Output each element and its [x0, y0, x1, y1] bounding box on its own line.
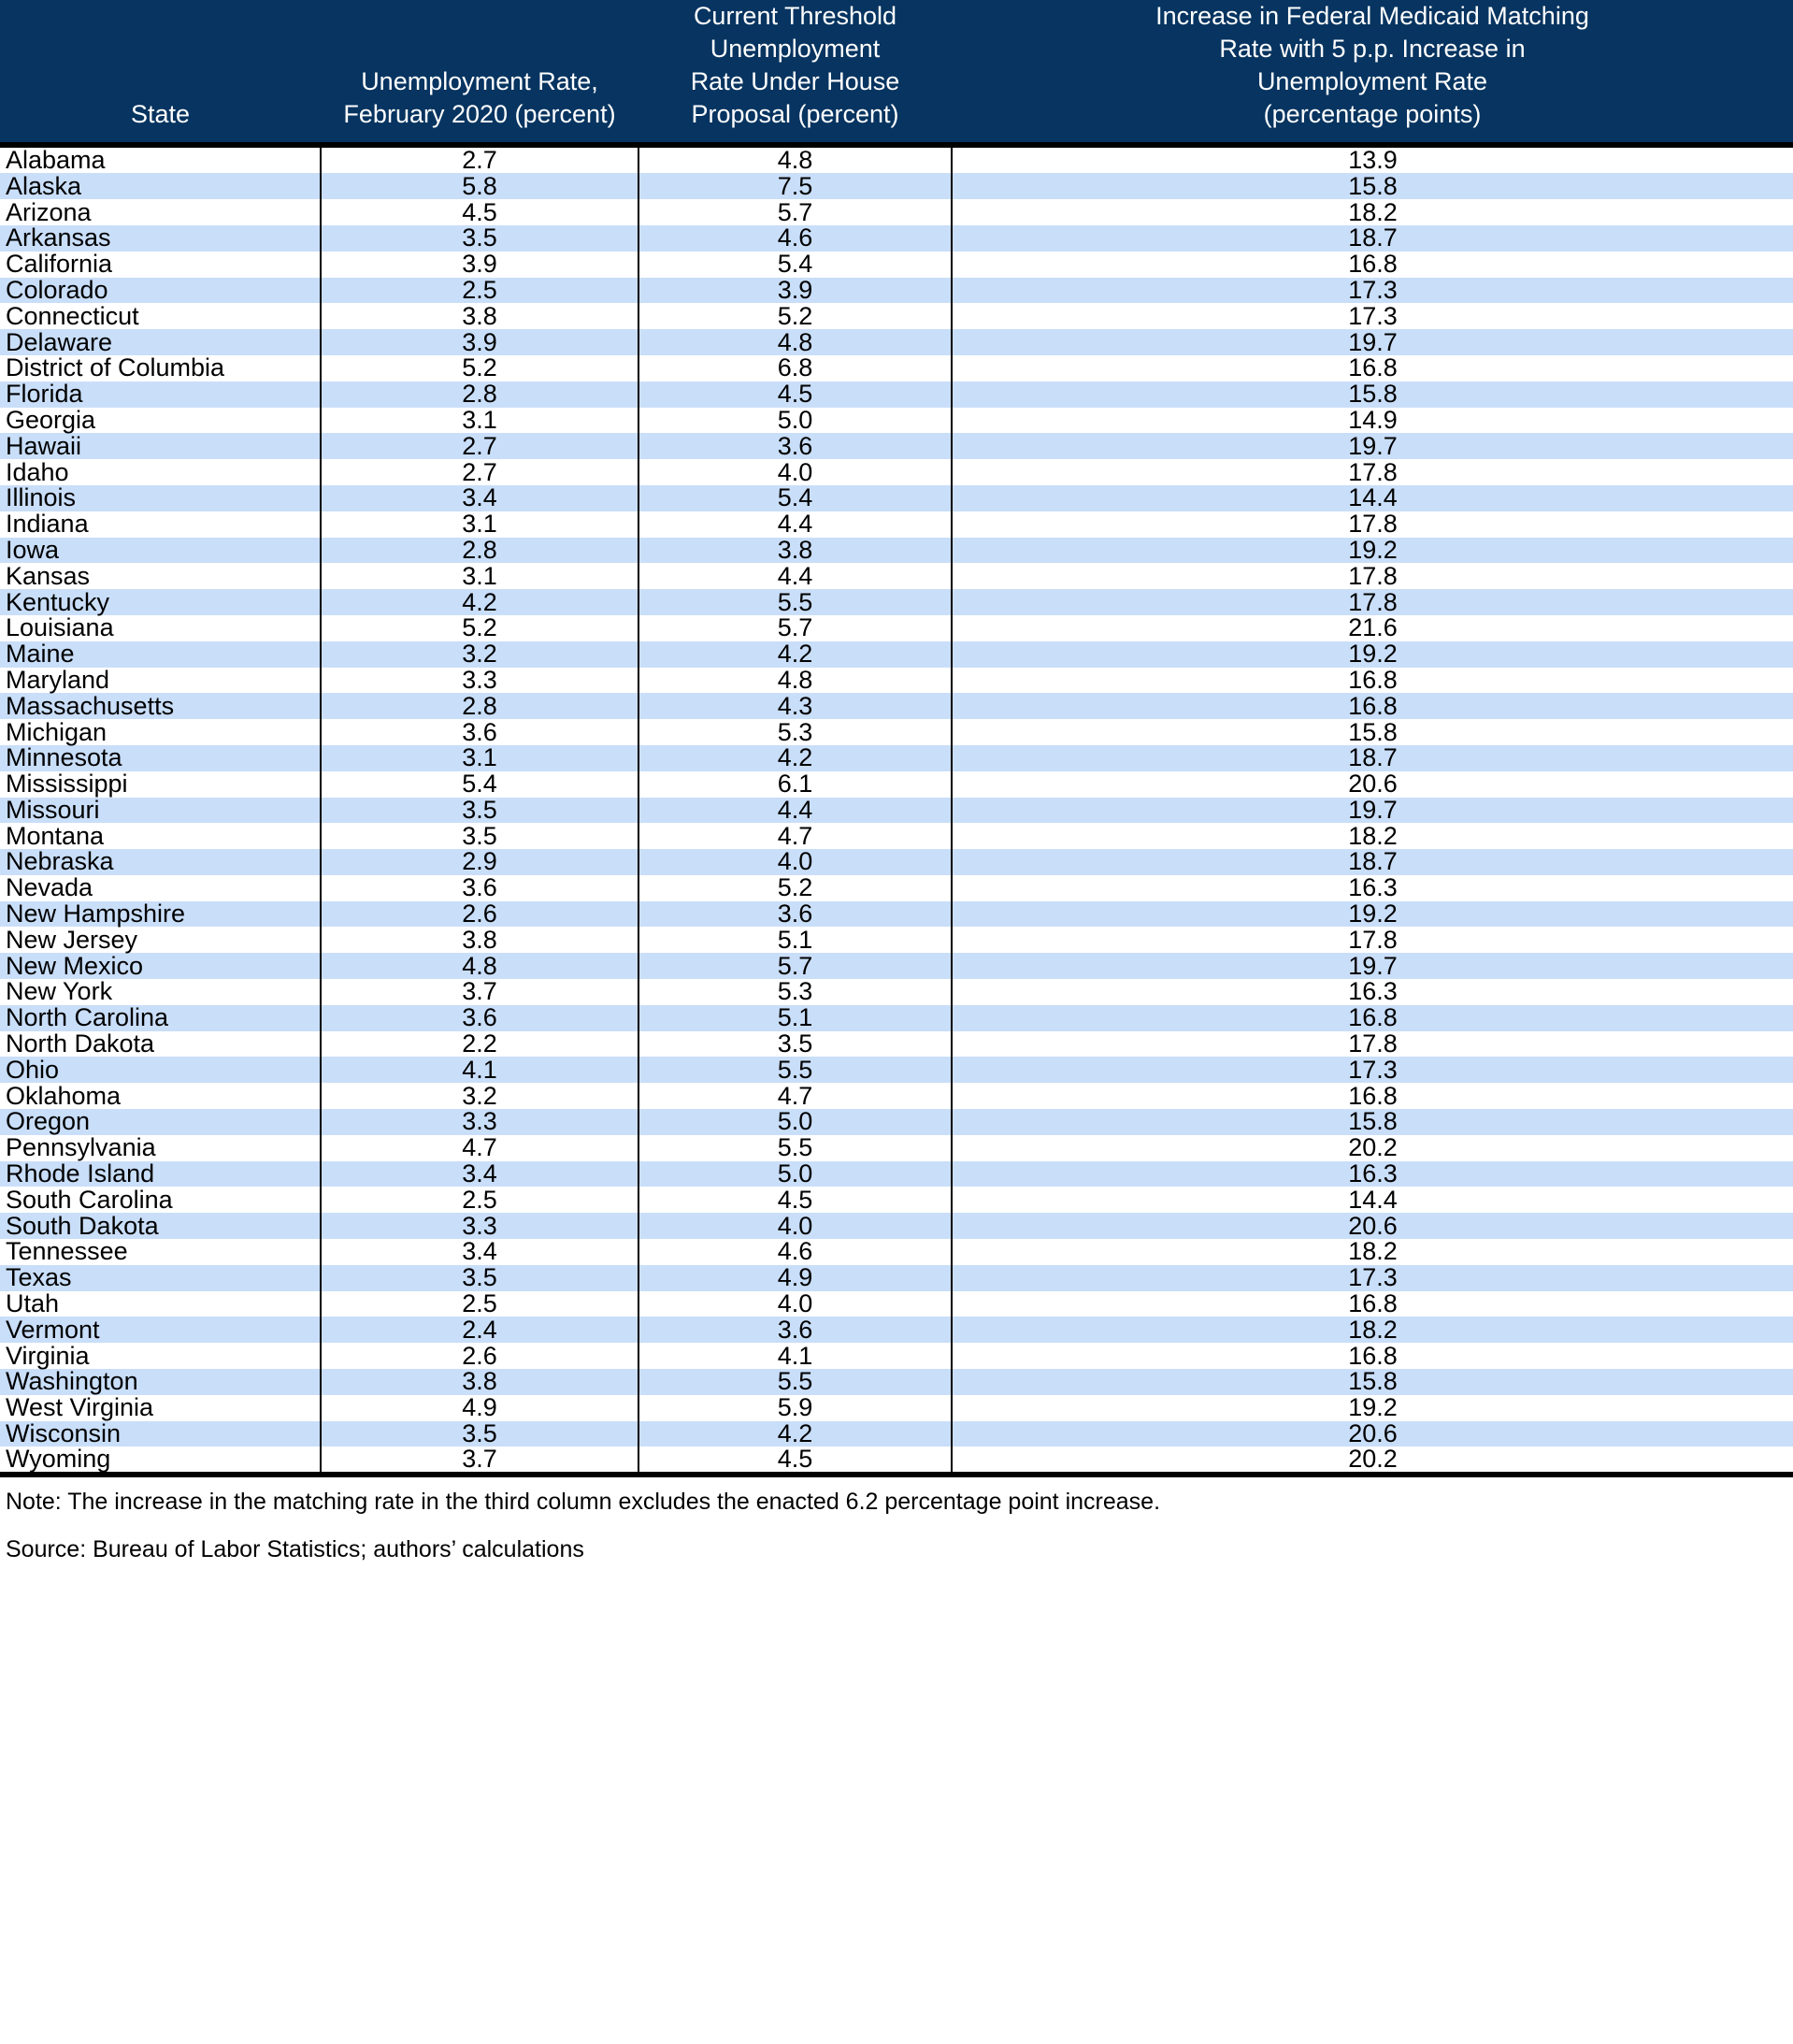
cell-threshold-rate: 4.0 — [638, 849, 952, 875]
cell-unemployment-rate: 5.2 — [321, 355, 638, 381]
table-notes — [0, 1477, 1793, 1562]
cell-state: Arizona — [0, 199, 321, 225]
cell-unemployment-rate: 3.7 — [321, 979, 638, 1005]
cell-threshold-rate: 4.8 — [638, 145, 952, 173]
cell-threshold-rate: 3.8 — [638, 538, 952, 564]
cell-unemployment-rate: 2.8 — [321, 381, 638, 408]
table-row — [0, 433, 1793, 459]
cell-matching-rate-increase: 17.8 — [1348, 510, 1398, 539]
cell-matching-rate-increase: 15.8 — [1348, 717, 1398, 746]
cell-unemployment-rate: 3.1 — [321, 511, 638, 538]
cell-threshold-rate: 5.9 — [638, 1395, 952, 1421]
cell-unemployment-rate: 3.4 — [321, 1161, 638, 1188]
cell-matching-rate-increase: 17.8 — [1348, 1029, 1398, 1058]
table-row — [0, 1447, 1793, 1475]
table-row — [0, 381, 1793, 408]
table-row — [0, 798, 1793, 824]
cell-threshold-rate: 5.4 — [638, 485, 952, 511]
cell-unemployment-rate: 2.6 — [321, 901, 638, 928]
table-row — [0, 1265, 1793, 1291]
cell-threshold-rate: 5.1 — [638, 927, 952, 953]
cell-unemployment-rate: 3.5 — [321, 1421, 638, 1447]
cell-threshold-rate: 5.5 — [638, 589, 952, 615]
table-row — [0, 355, 1793, 381]
cell-state: Nebraska — [0, 849, 321, 875]
source-text: Source: Bureau of Labor Statistics; authors’ calculations — [6, 1536, 584, 1563]
table-row — [0, 979, 1793, 1005]
table-row — [0, 1005, 1793, 1031]
cell-threshold-rate: 4.7 — [638, 823, 952, 849]
cell-unemployment-rate: 2.7 — [321, 145, 638, 173]
cell-matching-rate-increase: 16.8 — [1348, 665, 1398, 694]
cell-state: Kentucky — [0, 589, 321, 615]
cell-matching-rate-increase: 19.7 — [1348, 951, 1398, 980]
cell-unemployment-rate: 5.2 — [321, 615, 638, 641]
table-row — [0, 408, 1793, 434]
table-row — [0, 1395, 1793, 1421]
cell-state: Maine — [0, 641, 321, 668]
table-row — [0, 252, 1793, 278]
cell-state: New Hampshire — [0, 901, 321, 928]
table-row — [0, 849, 1793, 875]
cell-unemployment-rate: 3.6 — [321, 875, 638, 901]
cell-state: Vermont — [0, 1317, 321, 1343]
cell-state: West Virginia — [0, 1395, 321, 1421]
cell-unemployment-rate: 3.4 — [321, 485, 638, 511]
cell-threshold-rate: 4.2 — [638, 745, 952, 771]
cell-state: Illinois — [0, 485, 321, 511]
cell-state: Missouri — [0, 798, 321, 824]
cell-threshold-rate: 4.4 — [638, 511, 952, 538]
cell-state: Delaware — [0, 329, 321, 355]
table-row — [0, 538, 1793, 564]
cell-state: Indiana — [0, 511, 321, 538]
cell-state: North Dakota — [0, 1031, 321, 1058]
cell-state: Minnesota — [0, 745, 321, 771]
table-row — [0, 927, 1793, 953]
cell-unemployment-rate: 3.2 — [321, 1083, 638, 1109]
cell-matching-rate-increase: 19.2 — [1348, 535, 1398, 564]
cell-unemployment-rate: 2.8 — [321, 538, 638, 564]
table-row — [0, 901, 1793, 928]
table-row — [0, 641, 1793, 668]
table-row — [0, 1031, 1793, 1058]
cell-matching-rate-increase: 20.6 — [1348, 1419, 1398, 1448]
table-row — [0, 199, 1793, 225]
cell-unemployment-rate: 3.5 — [321, 798, 638, 824]
cell-matching-rate-increase: 19.7 — [1348, 327, 1398, 356]
cell-threshold-rate: 4.6 — [638, 225, 952, 252]
cell-matching-rate-increase: 18.2 — [1348, 821, 1398, 850]
cell-unemployment-rate: 3.3 — [321, 1109, 638, 1135]
cell-state: Arkansas — [0, 225, 321, 252]
cell-matching-rate-increase: 19.2 — [1348, 900, 1398, 928]
cell-state: Florida — [0, 381, 321, 408]
cell-unemployment-rate: 2.5 — [321, 1291, 638, 1317]
cell-state: Massachusetts — [0, 693, 321, 719]
cell-state: Ohio — [0, 1057, 321, 1083]
table-row — [0, 1239, 1793, 1265]
cell-matching-rate-increase: 18.2 — [1348, 197, 1398, 226]
cell-unemployment-rate: 2.9 — [321, 849, 638, 875]
cell-matching-rate-increase: 14.4 — [1348, 1185, 1398, 1214]
cell-threshold-rate: 5.7 — [638, 199, 952, 225]
cell-unemployment-rate: 4.5 — [321, 199, 638, 225]
table-row — [0, 511, 1793, 538]
cell-threshold-rate: 5.0 — [638, 1161, 952, 1188]
cell-state: Georgia — [0, 408, 321, 434]
cell-threshold-rate: 5.5 — [638, 1057, 952, 1083]
table-row — [0, 1187, 1793, 1213]
cell-matching-rate-increase: 17.3 — [1348, 1263, 1398, 1292]
cell-unemployment-rate: 2.8 — [321, 693, 638, 719]
cell-state: New Mexico — [0, 953, 321, 979]
table-row — [0, 875, 1793, 901]
cell-matching-rate-increase: 18.7 — [1348, 743, 1398, 772]
table-row — [0, 1317, 1793, 1343]
cell-unemployment-rate: 5.4 — [321, 771, 638, 798]
cell-threshold-rate: 3.5 — [638, 1031, 952, 1058]
cell-unemployment-rate: 3.1 — [321, 745, 638, 771]
table-row — [0, 953, 1793, 979]
cell-unemployment-rate: 3.1 — [321, 408, 638, 434]
cell-state: South Dakota — [0, 1213, 321, 1239]
cell-state: Oregon — [0, 1109, 321, 1135]
cell-state: Idaho — [0, 459, 321, 485]
cell-matching-rate-increase: 18.2 — [1348, 1237, 1398, 1266]
cell-state: California — [0, 252, 321, 278]
table-row — [0, 1083, 1793, 1109]
table-row — [0, 1135, 1793, 1161]
column-header-unemployment-rate: Unemployment Rate, February 2020 (percent) — [321, 0, 638, 145]
cell-threshold-rate: 5.5 — [638, 1369, 952, 1395]
cell-matching-rate-increase: 19.2 — [1348, 640, 1398, 669]
cell-matching-rate-increase: 16.8 — [1348, 1341, 1398, 1370]
cell-matching-rate-increase: 20.2 — [952, 1447, 1793, 1475]
cell-matching-rate-increase: 21.6 — [1348, 613, 1398, 642]
cell-state: Kansas — [0, 563, 321, 589]
cell-threshold-rate: 6.1 — [638, 771, 952, 798]
cell-unemployment-rate: 4.2 — [321, 589, 638, 615]
cell-threshold-rate: 5.7 — [638, 615, 952, 641]
cell-matching-rate-increase: 20.2 — [1348, 1133, 1398, 1162]
cell-unemployment-rate: 2.7 — [321, 459, 638, 485]
cell-unemployment-rate: 2.2 — [321, 1031, 638, 1058]
cell-threshold-rate: 5.2 — [638, 875, 952, 901]
cell-threshold-rate: 4.0 — [638, 1291, 952, 1317]
cell-matching-rate-increase: 16.3 — [1348, 977, 1398, 1006]
cell-unemployment-rate: 2.6 — [321, 1343, 638, 1369]
table-row — [0, 668, 1793, 694]
cell-threshold-rate: 5.2 — [638, 303, 952, 329]
table-row — [0, 225, 1793, 252]
cell-matching-rate-increase: 15.8 — [1348, 1367, 1398, 1396]
cell-state: Washington — [0, 1369, 321, 1395]
table-row — [0, 1343, 1793, 1369]
cell-unemployment-rate: 3.8 — [321, 1369, 638, 1395]
table-row — [0, 145, 1793, 173]
table-row — [0, 1109, 1793, 1135]
cell-threshold-rate: 4.1 — [638, 1343, 952, 1369]
table-row — [0, 485, 1793, 511]
table-row — [0, 1291, 1793, 1317]
cell-matching-rate-increase: 16.8 — [1348, 353, 1398, 382]
cell-threshold-rate: 5.0 — [638, 1109, 952, 1135]
cell-unemployment-rate: 3.5 — [321, 823, 638, 849]
table-row — [0, 563, 1793, 589]
cell-matching-rate-increase: 14.9 — [1348, 405, 1398, 434]
cell-state: Utah — [0, 1291, 321, 1317]
cell-threshold-rate: 4.4 — [638, 563, 952, 589]
cell-state: Oklahoma — [0, 1083, 321, 1109]
table-row — [0, 303, 1793, 329]
cell-threshold-rate: 3.6 — [638, 901, 952, 928]
cell-matching-rate-increase: 17.3 — [1348, 275, 1398, 304]
cell-unemployment-rate: 3.3 — [321, 1213, 638, 1239]
cell-unemployment-rate: 3.8 — [321, 927, 638, 953]
cell-unemployment-rate: 3.7 — [321, 1447, 638, 1475]
table-row — [0, 589, 1793, 615]
cell-unemployment-rate: 4.8 — [321, 953, 638, 979]
cell-unemployment-rate: 2.4 — [321, 1317, 638, 1343]
column-header-state: State — [0, 0, 321, 145]
cell-unemployment-rate: 4.7 — [321, 1135, 638, 1161]
cell-matching-rate-increase: 20.6 — [1348, 770, 1398, 799]
cell-matching-rate-increase: 19.2 — [1348, 1393, 1398, 1422]
cell-state: Maryland — [0, 668, 321, 694]
cell-matching-rate-increase: 18.2 — [1348, 1315, 1398, 1344]
cell-matching-rate-increase: 20.6 — [1348, 1211, 1398, 1240]
cell-matching-rate-increase: 17.3 — [1348, 301, 1398, 330]
column-header-threshold-rate: Current Threshold Unemployment Rate Under House Proposal (percent) — [638, 0, 952, 145]
cell-matching-rate-increase: 16.8 — [1348, 691, 1398, 720]
cell-state: Connecticut — [0, 303, 321, 329]
cell-threshold-rate: 4.5 — [638, 381, 952, 408]
cell-unemployment-rate: 3.6 — [321, 719, 638, 745]
cell-matching-rate-increase: 17.3 — [1348, 1055, 1398, 1084]
cell-threshold-rate: 3.6 — [638, 433, 952, 459]
cell-threshold-rate: 4.5 — [638, 1447, 952, 1475]
cell-state: Louisiana — [0, 615, 321, 641]
cell-threshold-rate: 4.6 — [638, 1239, 952, 1265]
cell-matching-rate-increase: 16.3 — [1348, 1159, 1398, 1188]
table-row — [0, 278, 1793, 304]
table-row — [0, 1057, 1793, 1083]
cell-threshold-rate: 5.7 — [638, 953, 952, 979]
cell-unemployment-rate: 3.9 — [321, 329, 638, 355]
table-row — [0, 745, 1793, 771]
column-header-matching-rate-increase: Increase in Federal Medicaid Matching Rate with 5 p.p. Increase in Unemployment Rate (percentage points) — [952, 0, 1793, 145]
cell-threshold-rate: 4.2 — [638, 641, 952, 668]
cell-matching-rate-increase: 15.8 — [1348, 171, 1398, 200]
cell-matching-rate-increase: 15.8 — [1348, 380, 1398, 409]
cell-state: Wyoming — [0, 1447, 321, 1475]
cell-state: Iowa — [0, 538, 321, 564]
cell-state: Montana — [0, 823, 321, 849]
cell-threshold-rate: 3.6 — [638, 1317, 952, 1343]
cell-matching-rate-increase: 19.7 — [1348, 431, 1398, 460]
cell-matching-rate-increase: 16.3 — [1348, 873, 1398, 902]
cell-unemployment-rate: 4.9 — [321, 1395, 638, 1421]
cell-threshold-rate: 7.5 — [638, 173, 952, 199]
cell-matching-rate-increase: 18.7 — [1348, 223, 1398, 252]
table-row — [0, 329, 1793, 355]
cell-matching-rate-increase: 16.8 — [1348, 1003, 1398, 1032]
cell-state: Virginia — [0, 1343, 321, 1369]
cell-unemployment-rate: 3.5 — [321, 225, 638, 252]
cell-state: Hawaii — [0, 433, 321, 459]
cell-matching-rate-increase: 14.4 — [1348, 483, 1398, 512]
cell-state: North Carolina — [0, 1005, 321, 1031]
cell-threshold-rate: 5.3 — [638, 719, 952, 745]
cell-matching-rate-increase: 16.8 — [1348, 1081, 1398, 1110]
cell-state: Mississippi — [0, 771, 321, 798]
cell-matching-rate-increase: 13.9 — [1348, 146, 1398, 175]
cell-threshold-rate: 4.4 — [638, 798, 952, 824]
cell-state: Nevada — [0, 875, 321, 901]
cell-state: Rhode Island — [0, 1161, 321, 1188]
cell-matching-rate-increase: 19.7 — [1348, 795, 1398, 824]
cell-threshold-rate: 3.9 — [638, 278, 952, 304]
cell-state: New Jersey — [0, 927, 321, 953]
cell-threshold-rate: 4.7 — [638, 1083, 952, 1109]
table-row — [0, 459, 1793, 485]
table-row — [0, 693, 1793, 719]
table-header — [0, 0, 1793, 145]
table-row — [0, 173, 1793, 199]
cell-unemployment-rate: 3.9 — [321, 252, 638, 278]
cell-threshold-rate: 4.5 — [638, 1187, 952, 1213]
cell-state: Tennessee — [0, 1239, 321, 1265]
cell-threshold-rate: 5.5 — [638, 1135, 952, 1161]
table-row — [0, 1161, 1793, 1188]
cell-matching-rate-increase: 16.8 — [1348, 250, 1398, 279]
cell-threshold-rate: 5.1 — [638, 1005, 952, 1031]
cell-unemployment-rate: 2.7 — [321, 433, 638, 459]
cell-unemployment-rate: 4.1 — [321, 1057, 638, 1083]
table-row — [0, 719, 1793, 745]
cell-threshold-rate: 4.0 — [638, 459, 952, 485]
table-row — [0, 1421, 1793, 1447]
cell-threshold-rate: 4.8 — [638, 329, 952, 355]
cell-threshold-rate: 6.8 — [638, 355, 952, 381]
cell-threshold-rate: 4.0 — [638, 1213, 952, 1239]
cell-unemployment-rate: 2.5 — [321, 278, 638, 304]
cell-state: Alaska — [0, 173, 321, 199]
table-row — [0, 771, 1793, 798]
cell-unemployment-rate: 5.8 — [321, 173, 638, 199]
table-row — [0, 823, 1793, 849]
cell-unemployment-rate: 3.5 — [321, 1265, 638, 1291]
cell-threshold-rate: 4.8 — [638, 668, 952, 694]
cell-state: Michigan — [0, 719, 321, 745]
cell-state: Wisconsin — [0, 1421, 321, 1447]
cell-matching-rate-increase: 17.8 — [1348, 561, 1398, 590]
cell-state: New York — [0, 979, 321, 1005]
cell-matching-rate-increase: 18.7 — [1348, 847, 1398, 876]
cell-state: District of Columbia — [0, 355, 321, 381]
cell-matching-rate-increase: 15.8 — [1348, 1107, 1398, 1136]
table-row — [0, 615, 1793, 641]
table-row — [0, 1369, 1793, 1395]
cell-state: Alabama — [0, 145, 321, 173]
cell-state: Colorado — [0, 278, 321, 304]
cell-unemployment-rate: 3.3 — [321, 668, 638, 694]
cell-matching-rate-increase: 17.8 — [1348, 925, 1398, 954]
cell-unemployment-rate: 3.2 — [321, 641, 638, 668]
cell-unemployment-rate: 3.4 — [321, 1239, 638, 1265]
cell-matching-rate-increase: 17.8 — [1348, 587, 1398, 616]
table-row — [0, 1213, 1793, 1239]
cell-threshold-rate: 5.4 — [638, 252, 952, 278]
cell-unemployment-rate: 3.6 — [321, 1005, 638, 1031]
cell-threshold-rate: 5.3 — [638, 979, 952, 1005]
note-text: Note: The increase in the matching rate in the third column excludes the enacted 6.2 percentage point increase. — [6, 1489, 1161, 1516]
cell-threshold-rate: 4.3 — [638, 693, 952, 719]
cell-unemployment-rate: 2.5 — [321, 1187, 638, 1213]
cell-state: Pennsylvania — [0, 1135, 321, 1161]
cell-unemployment-rate: 3.1 — [321, 563, 638, 589]
cell-matching-rate-increase: 17.8 — [1348, 457, 1398, 486]
table-body — [0, 145, 1793, 1475]
cell-threshold-rate: 4.9 — [638, 1265, 952, 1291]
cell-state: Texas — [0, 1265, 321, 1291]
cell-state: South Carolina — [0, 1187, 321, 1213]
cell-matching-rate-increase: 16.8 — [1348, 1289, 1398, 1318]
cell-unemployment-rate: 3.8 — [321, 303, 638, 329]
cell-threshold-rate: 4.2 — [638, 1421, 952, 1447]
cell-threshold-rate: 5.0 — [638, 408, 952, 434]
